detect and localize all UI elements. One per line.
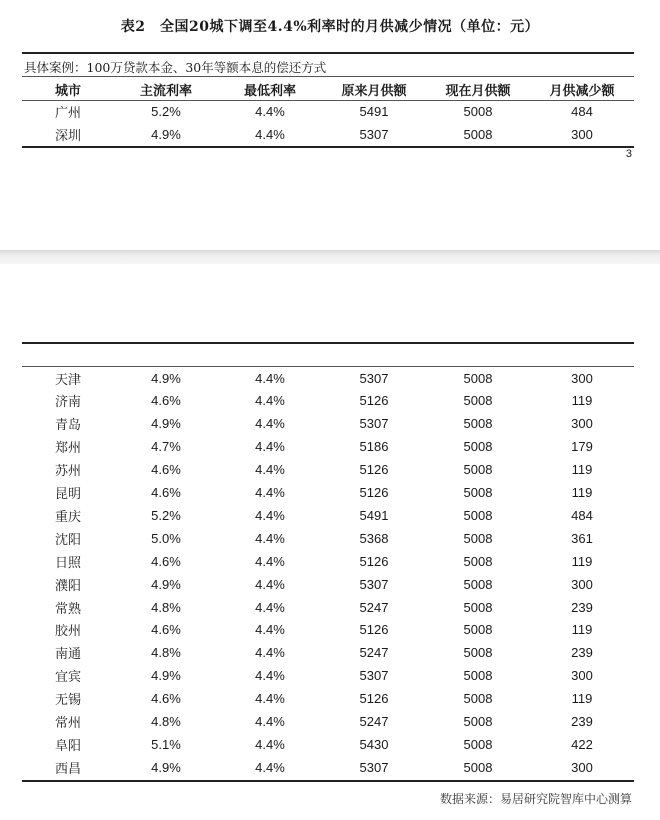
cell-old-payment: 5186 — [359, 439, 389, 455]
table-row — [22, 123, 634, 145]
cell-main-rate: 4.6% — [151, 691, 181, 707]
col-header-old-payment: 原来月供额 — [341, 83, 407, 99]
cell-reduction: 422 — [571, 736, 593, 752]
cell-main-rate: 5.0% — [151, 530, 181, 546]
cell-old-payment: 5126 — [359, 622, 389, 638]
col-header-reduction: 月供减少额 — [549, 83, 615, 99]
cell-old-payment: 5247 — [359, 714, 389, 729]
cell-main-rate: 4.9% — [151, 370, 181, 386]
cell-main-rate: 4.6% — [151, 393, 181, 409]
table-row — [22, 642, 634, 664]
cell-min-rate: 4.4% — [255, 439, 285, 455]
cell-city: 濮阳 — [54, 578, 81, 594]
cell-min-rate: 4.4% — [255, 576, 285, 592]
cell-old-payment: 5307 — [359, 759, 389, 775]
cell-main-rate: 5.2% — [151, 507, 181, 523]
cell-reduction: 119 — [571, 393, 593, 409]
table-row — [22, 550, 634, 572]
cell-new-payment: 5008 — [463, 622, 493, 638]
table-row — [22, 100, 634, 122]
cell-new-payment: 5008 — [463, 599, 493, 615]
table-row — [22, 390, 634, 412]
cell-old-payment: 5307 — [359, 576, 389, 592]
page-number: 3 — [625, 148, 632, 160]
cell-new-payment: 5008 — [463, 370, 493, 386]
cell-new-payment: 5008 — [463, 462, 493, 478]
cell-min-rate: 4.4% — [255, 126, 285, 142]
case-note: 具体案例：100万贷款本金、30年等额本息的偿还方式 — [24, 60, 327, 75]
cell-reduction: 239 — [571, 645, 593, 661]
cell-city: 重庆 — [54, 509, 81, 525]
cell-min-rate: 4.4% — [255, 416, 285, 432]
cell-new-payment: 5008 — [463, 507, 493, 523]
source-note: 数据来源：易居研究院智库中心测算 — [439, 792, 632, 806]
cell-main-rate: 4.8% — [151, 645, 181, 661]
cell-old-payment: 5126 — [359, 485, 389, 500]
cell-old-payment: 5307 — [359, 668, 389, 684]
cell-old-payment: 5307 — [359, 126, 389, 142]
cell-min-rate: 4.4% — [255, 736, 285, 752]
cell-min-rate: 4.4% — [255, 759, 285, 775]
cell-new-payment: 5008 — [463, 645, 493, 661]
table-title: 表2 全国20城下调至4.4%利率时的月供减少情况（单位：元） — [120, 19, 540, 35]
cell-city: 济南 — [54, 395, 81, 411]
cell-city: 沈阳 — [54, 532, 81, 548]
table-row — [22, 413, 634, 435]
table-row — [22, 459, 634, 481]
cell-main-rate: 4.8% — [151, 599, 181, 615]
cell-reduction: 361 — [571, 530, 593, 546]
cell-main-rate: 4.9% — [151, 126, 181, 142]
table-row — [22, 482, 634, 504]
table-row — [22, 527, 634, 549]
cell-old-payment: 5491 — [359, 507, 389, 523]
cell-min-rate: 4.4% — [255, 622, 285, 638]
bottom-rule-page1 — [22, 146, 634, 148]
table-row — [22, 733, 634, 755]
cell-new-payment: 5008 — [463, 126, 493, 142]
cell-city: 胶州 — [54, 624, 81, 640]
cell-reduction: 300 — [571, 370, 593, 386]
cell-min-rate: 4.4% — [255, 714, 285, 729]
cell-main-rate: 5.2% — [151, 103, 181, 119]
cell-city: 阜阳 — [54, 738, 81, 754]
table-row — [22, 367, 634, 389]
cell-min-rate: 4.4% — [255, 668, 285, 684]
cell-min-rate: 4.4% — [255, 462, 285, 478]
cell-reduction: 119 — [571, 691, 593, 707]
cell-new-payment: 5008 — [463, 485, 493, 500]
table-row — [22, 573, 634, 595]
col-header-min-rate: 最低利率 — [243, 83, 296, 99]
cell-old-payment: 5430 — [359, 736, 389, 752]
cell-reduction: 300 — [571, 416, 593, 432]
cell-reduction: 179 — [571, 439, 593, 455]
table-header — [22, 78, 634, 100]
cell-reduction: 484 — [571, 507, 593, 523]
table-row — [22, 436, 634, 458]
cell-old-payment: 5368 — [359, 530, 389, 546]
cell-city: 深圳 — [54, 128, 81, 144]
page-gap — [0, 250, 660, 264]
col-header-city: 城市 — [54, 83, 81, 99]
cell-main-rate: 4.6% — [151, 485, 181, 500]
cell-city: 南通 — [54, 647, 81, 663]
cell-reduction: 300 — [571, 759, 593, 775]
cell-city: 广州 — [54, 105, 81, 121]
cell-old-payment: 5126 — [359, 462, 389, 478]
cell-main-rate: 4.9% — [151, 668, 181, 684]
case-rule — [22, 76, 634, 77]
cell-min-rate: 4.4% — [255, 370, 285, 386]
cell-main-rate: 4.8% — [151, 714, 181, 729]
cell-min-rate: 4.4% — [255, 645, 285, 661]
cell-min-rate: 4.4% — [255, 553, 285, 569]
cell-city: 昆明 — [54, 487, 81, 502]
cell-city: 宜宾 — [54, 670, 81, 686]
cell-new-payment: 5008 — [463, 668, 493, 684]
table-row — [22, 688, 634, 710]
cell-min-rate: 4.4% — [255, 485, 285, 500]
cell-city: 西昌 — [54, 761, 81, 777]
table-row — [22, 756, 634, 778]
cell-main-rate: 4.9% — [151, 416, 181, 432]
cell-main-rate: 4.7% — [151, 439, 181, 455]
cell-new-payment: 5008 — [463, 530, 493, 546]
col-header-main-rate: 主流利率 — [139, 83, 192, 99]
cell-new-payment: 5008 — [463, 714, 493, 729]
cell-city: 青岛 — [54, 418, 81, 434]
bottom-rule-page2 — [22, 780, 634, 782]
cell-new-payment: 5008 — [463, 416, 493, 432]
cell-old-payment: 5491 — [359, 103, 389, 119]
cell-new-payment: 5008 — [463, 691, 493, 707]
cell-main-rate: 5.1% — [151, 736, 181, 752]
cell-main-rate: 4.6% — [151, 622, 181, 638]
cell-city: 天津 — [54, 372, 81, 388]
cell-city: 常熟 — [54, 601, 81, 617]
cell-min-rate: 4.4% — [255, 103, 285, 119]
cell-reduction: 300 — [571, 576, 593, 592]
cell-reduction: 239 — [571, 599, 593, 615]
table-row — [22, 665, 634, 687]
cell-reduction: 119 — [571, 485, 593, 500]
cell-old-payment: 5307 — [359, 370, 389, 386]
cell-main-rate: 4.9% — [151, 576, 181, 592]
table-row — [22, 504, 634, 526]
table-row — [22, 711, 634, 733]
cell-old-payment: 5126 — [359, 393, 389, 409]
top-rule-page2 — [22, 342, 634, 344]
cell-main-rate: 4.6% — [151, 553, 181, 569]
cell-min-rate: 4.4% — [255, 530, 285, 546]
cell-old-payment: 5247 — [359, 599, 389, 615]
cell-city: 日照 — [54, 555, 81, 571]
cell-old-payment: 5126 — [359, 553, 389, 569]
cell-city: 郑州 — [54, 441, 81, 457]
page-upper — [0, 0, 660, 250]
cell-min-rate: 4.4% — [255, 691, 285, 707]
cell-new-payment: 5008 — [463, 576, 493, 592]
cell-new-payment: 5008 — [463, 103, 493, 119]
cell-city: 苏州 — [54, 464, 81, 480]
cell-reduction: 119 — [571, 462, 593, 478]
cell-main-rate: 4.9% — [151, 759, 181, 775]
cell-new-payment: 5008 — [463, 393, 493, 409]
col-header-new-payment: 现在月供额 — [445, 83, 511, 99]
cell-new-payment: 5008 — [463, 759, 493, 775]
cell-new-payment: 5008 — [463, 553, 493, 569]
cell-reduction: 119 — [571, 553, 593, 569]
cell-reduction: 239 — [571, 714, 593, 729]
table-row — [22, 619, 634, 641]
cell-city: 常州 — [54, 716, 81, 731]
cell-main-rate: 4.6% — [151, 462, 181, 478]
cell-city: 无锡 — [54, 693, 81, 709]
cell-old-payment: 5247 — [359, 645, 389, 661]
cell-reduction: 484 — [571, 103, 593, 119]
cell-min-rate: 4.4% — [255, 393, 285, 409]
table-row — [22, 596, 634, 618]
cell-min-rate: 4.4% — [255, 507, 285, 523]
cell-new-payment: 5008 — [463, 736, 493, 752]
cell-reduction: 300 — [571, 668, 593, 684]
top-rule — [22, 52, 634, 54]
cell-old-payment: 5126 — [359, 691, 389, 707]
cell-min-rate: 4.4% — [255, 599, 285, 615]
cell-old-payment: 5307 — [359, 416, 389, 432]
cell-new-payment: 5008 — [463, 439, 493, 455]
cell-reduction: 119 — [571, 622, 593, 638]
cell-reduction: 300 — [571, 126, 593, 142]
